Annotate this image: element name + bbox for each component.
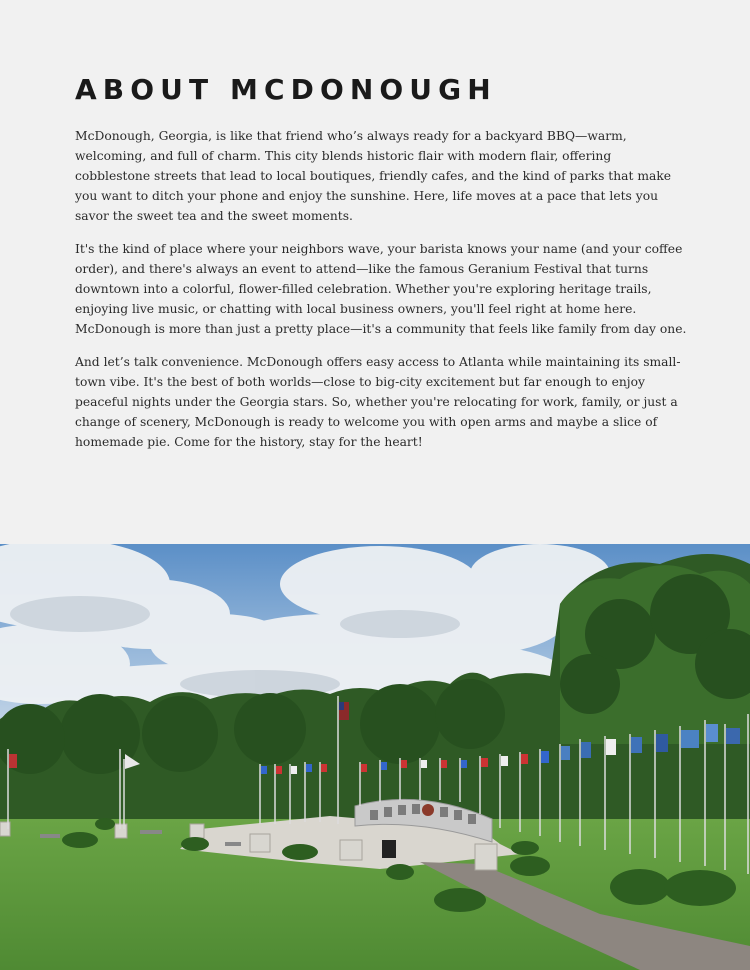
memorial-park-photo [0,544,750,970]
about-section [75,72,687,465]
paragraph-convenience: And let’s talk convenience. McDonough offers easy access to Atlanta while maintaining its small-town vibe. It's the best of both worlds—close to big-city excitement but far enough to enjoy peaceful nights under the Georgia stars. So, whether you're relocating for work, family, or just a change of scenery, McDonough is ready to welcome you with open arms and maybe a slice of homemade pie. Come for the history, stay for the heart! [75,355,681,449]
paragraph-intro: McDonough, Georgia, is like that friend who’s always ready for a backyard BBQ—warm, welcoming, and full of charm. This city blends historic flair with modern flair, offering cobblestone streets that lead to local boutiques, friendly cafes, and the kind of parks that make you want to ditch your phone and enjoy the sunshine. Here, life moves at a pace that lets you savor the sweet tea and the sweet moments. [75,129,672,223]
paragraph-community: It's the kind of place where your neighbors wave, your barista knows your name (and your coffee order), and there's always an event to attend—like the famous Geranium Festival that turns downtown into a colorful, flower-filled celebration. Whether you're exploring heritage trails, enjoying live music, or chatting with local business owners, you'll feel right at home here. McDonough is more than just a pretty place—it's a community that feels like family from day one. [75,242,687,336]
trash-can [382,840,396,858]
body-text [75,126,687,452]
page-title: ABOUT MCDONOUGH [75,73,497,106]
